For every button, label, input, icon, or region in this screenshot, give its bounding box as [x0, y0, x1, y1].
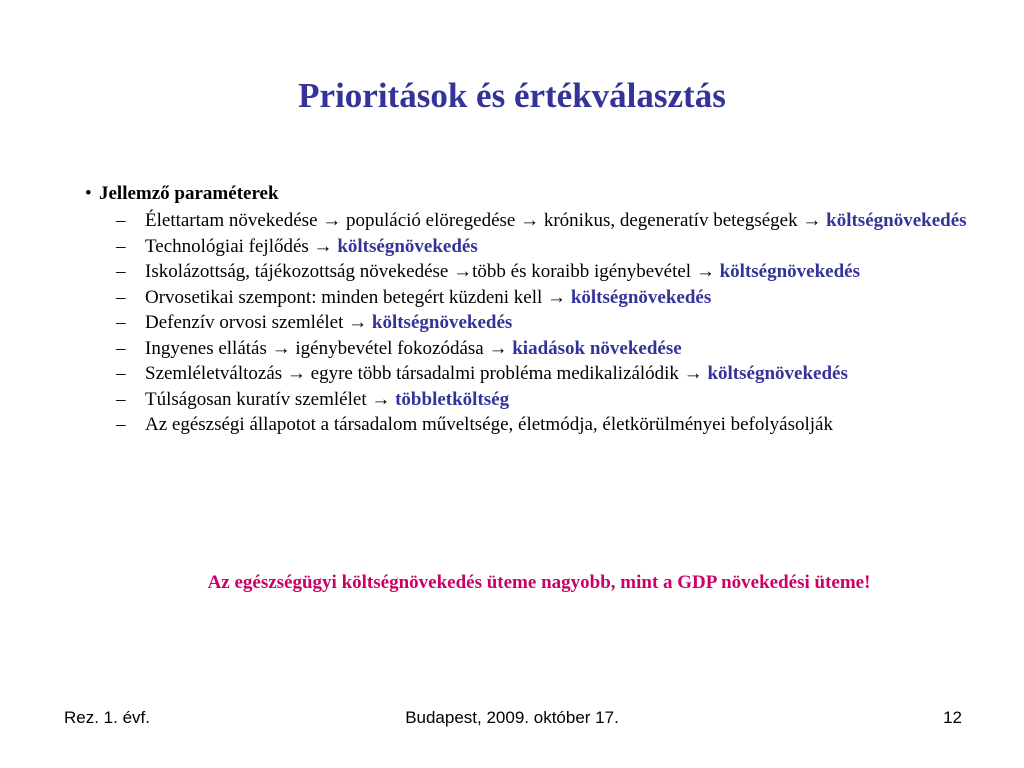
item-highlight: költségnövekedés [707, 363, 848, 384]
bullet-label: Jellemző paraméterek [99, 183, 279, 204]
footer-course: Rez. 1. évf. [64, 708, 150, 727]
sub-bullet-item [88, 414, 978, 436]
item-text: Ingyenes ellátás → igénybevétel fokozódása → [145, 337, 513, 359]
footer-date: Budapest, 2009. október 17. [405, 708, 619, 727]
item-text: Az egészségi állapotot a társadalom műveltsége, életmódja, életkörülményei befolyásolják [145, 414, 833, 435]
item-highlight: kiadások növekedése [512, 337, 682, 359]
sub-bullet-item [88, 261, 978, 283]
item-text: Iskolázottság, tájékozottság növekedése →több és koraibb igénybevétel → [145, 261, 720, 282]
bullet-marker: • [85, 183, 92, 204]
dash-marker: – [116, 286, 126, 308]
slide-number: 12 [943, 708, 962, 727]
bullet-main [85, 182, 978, 206]
sub-bullet-item [88, 389, 978, 411]
slide-content [85, 182, 978, 440]
dash-marker: – [116, 235, 126, 257]
dash-marker: – [116, 414, 126, 435]
sub-bullet-list [88, 210, 978, 436]
item-text: Élettartam növekedése → populáció elöregedése → krónikus, degeneratív betegségek → [145, 210, 827, 231]
item-highlight: költségnövekedés [337, 235, 478, 257]
item-text: Túlságosan kuratív szemlélet → [145, 388, 396, 410]
slide-title: Prioritások és értékválasztás [298, 76, 726, 115]
item-text: Orvosetikai szempont: minden betegért küzdeni kell → [145, 286, 571, 308]
dash-marker: – [116, 363, 126, 384]
dash-marker: – [116, 388, 126, 410]
item-text: Defenzív orvosi szemlélet → [145, 312, 372, 333]
dash-marker: – [116, 210, 126, 231]
sub-bullet-item [88, 287, 978, 309]
sub-bullet-item [88, 210, 978, 232]
item-highlight: költségnövekedés [371, 312, 513, 333]
dash-marker: – [116, 261, 126, 282]
item-highlight: költségnövekedés [719, 261, 860, 282]
sub-bullet-item [88, 236, 978, 258]
item-text: Technológiai fejlődés → [145, 235, 338, 257]
dash-marker: – [116, 337, 126, 359]
item-highlight: költségnövekedés [826, 210, 967, 231]
dash-marker: – [116, 312, 126, 333]
item-text: Szemléletváltozás → egyre több társadalmi probléma medikalizálódik → [145, 363, 708, 384]
sub-bullet-item [88, 363, 978, 385]
conclusion-text: Az egészségügyi költségnövekedés üteme nagyobb, mint a GDP növekedési üteme! [207, 572, 871, 593]
sub-bullet-item [88, 312, 978, 334]
item-highlight: többletköltség [395, 388, 510, 410]
item-highlight: költségnövekedés [570, 286, 712, 308]
sub-bullet-item [88, 338, 978, 360]
